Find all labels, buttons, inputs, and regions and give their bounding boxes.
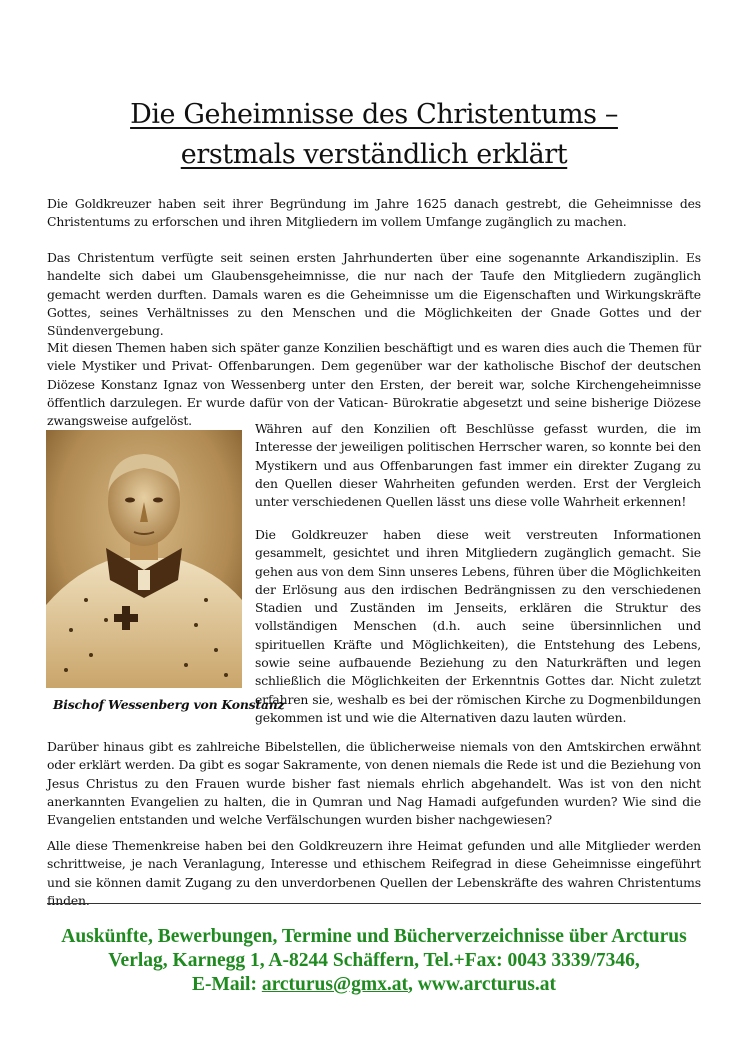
footer-website[interactable]: , www.arcturus.at [407, 974, 557, 995]
footer-email-label: E-Mail: [191, 974, 262, 995]
divider-line [47, 903, 701, 904]
bishop-portrait-image [46, 430, 242, 688]
footer-line-2: Verlag, Karnegg 1, A-8244 Schäffern, Tel.+Fax: 0043 3339/7346, [108, 950, 640, 971]
title-line-2: erstmals verständlich erklärt [180, 139, 568, 170]
paragraph-bibelstellen: Darüber hinaus gibt es zahlreiche Bibelstellen, die üblicherweise niemals von den Amtskirchen erwähnt oder erklärt werden. Da gibt es sogar Sakramente, von denen niemals die Rede ist und die Beziehung von Jesus Christus zu den Frauen wurde bisher fast niemals ehrlich abgehandelt. Was ist von den nicht anerkannten Evangelien zu halten, die in Qumran und Nag Hamadi aufgefunden wurden? Wie sind die Evangelien entstanden und welche Verfälschungen wurden bisher nachgewiesen? [47, 739, 701, 828]
image-caption: Bischof Wessenberg von Konstanz [53, 697, 285, 712]
footer-contact [30, 925, 718, 997]
footer-line-1: Auskünfte, Bewerbungen, Termine und Bücherverzeichnisse über Arcturus [61, 926, 687, 947]
paragraph-mystiker: Währen auf den Konzilien oft Beschlüsse gefasst wurden, die im Interesse der jeweiligen politischen Herrscher waren, so konnte bei den Mystikern und aus Offenbarungen fast immer ein direkter Zugang zu den Quellen dieser Wahrheiten gefunden werden. Erst der Vergleich unter verschiedenen Quellen lässt uns diese volle Wahrheit erkennen! [255, 421, 701, 510]
paragraph-themenkreise: Alle diese Themenkreise haben bei den Goldkreuzern ihre Heimat gefunden und alle Mitglieder werden schrittweise, je nach Veranlagung, Interesse und ethischem Reifegrad in diese Geheimnisse eingeführt und sie können damit Zugang zu den unverdorbenen Quellen der Lebenskräfte des wahren Christentums finden. [47, 838, 701, 908]
email-link[interactable]: arcturus@gmx.at [261, 974, 408, 995]
paragraph-arkandisziplin: Das Christentum verfügte seit seinen ersten Jahrhunderten über eine sogenannte Arkandisziplin. Es handelte sich dabei um Glaubensgeheimnisse, die nur nach der Taufe den Mitgliedern zugänglich gemacht werden durften. Damals waren es die Geheimnisse um die Eigenschaften und Wirkungskräfte Gottes, seines Verhältnisses zu den Menschen und die Möglichkeiten der Gnade Gottes und der Sündenvergebung. [47, 250, 701, 339]
title-line-1: Die Geheimnisse des Christentums – [130, 99, 618, 130]
paragraph-intro: Die Goldkreuzer haben seit ihrer Begründung im Jahre 1625 danach gestrebt, die Geheimnisse des Christentums zu erforschen und ihren Mitgliedern im vollem Umfange zugänglich zu machen. [47, 196, 701, 230]
paragraph-konzilien: Mit diesen Themen haben sich später ganze Konzilien beschäftigt und es waren dies auch die Themen für viele Mystiker und Privat- Offenbarungen. Dem gegenüber war der katholische Bischof der deutschen Diözese Konstanz Ignaz von Wessenberg unter den Ersten, der bereit war, solche Kirchengeheimnisse öffentlich darzulegen. Er wurde dafür von der Vatican- Bürokratie abgesetzt und seine bisherige Diözese zwangsweise aufgelöst. [47, 340, 701, 429]
page-title [40, 95, 708, 175]
paragraph-goldkreuzer: Die Goldkreuzer haben diese weit verstreuten Informationen gesammelt, gesichtet und ihren Mitgliedern zugänglich gemacht. Sie gehen aus von dem Sinn unseres Lebens, führen über die Möglichkeiten der Erlösung aus den irdischen Bedrängnissen zu den verschiedenen Stadien und Zuständen im Jenseits, erklären die Struktur des vollständigen Menschen (d.h. auch seine übersinnlichen und spirituellen Kräfte und Möglichkeiten), die Entstehung des Lebens, sowie seine aufbauende Beziehung zu den Naturkräften und legen schließlich die Möglichkeiten der Erkenntnis Gottes dar. Nicht zuletzt erfahren sie, weshalb es bei der römischen Kirche zu Dogmenbildungen gekommen ist und wie die Alternativen dazu lauten würden. [255, 527, 701, 725]
